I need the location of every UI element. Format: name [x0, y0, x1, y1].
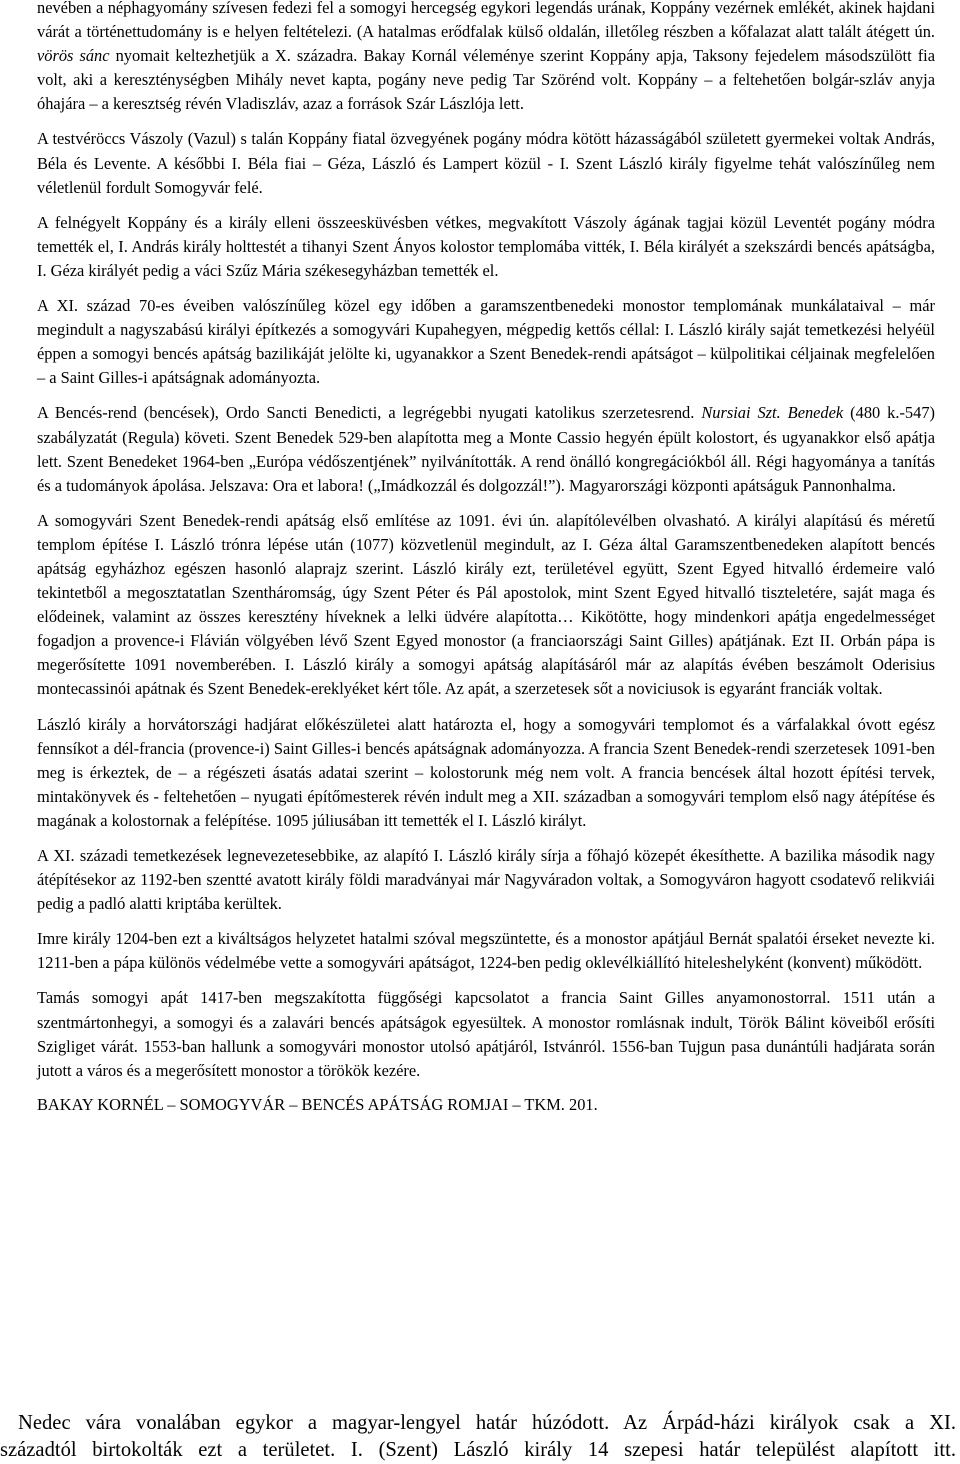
paragraph-text: Tamás somogyi apát 1417-ben megszakította függőségi kapcsolatot a francia Saint Gilles anyamonostorral. 1511 után a szentmártonhegyi, a somogyi és a zalavári bencés apátságok egyesültek. A monostor romlásnak indult, Török Bálint köveiből erősíti Szigliget várát. 1553-ban hallunk a somogyvári monostor utolsó apátjáról, Istvánról. 1556-ban Tujgun pasa dunántúli hadjárata során jutott a város és a megerősített monostor a törökök kezére. — [37, 988, 935, 1080]
paragraph-abbey-founding — [37, 509, 935, 702]
footer-line-2: századtól birtokolták ezt a területet. I. (Szent) László király 14 szepesi határ települést alapított itt. — [0, 1439, 956, 1461]
paragraph-benedictine-order — [37, 401, 935, 497]
paragraph-text: A testvéröccs Vászoly (Vazul) s talán Koppány fiatal özvegyének pogány módra kötött házasságából született gyermekei voltak András, Béla és Levente. A későbbi I. Béla fiai – Géza, László és Lampert közül - I. Szent László király figyelme tehát valószínűleg nem véletlenül fordult Somogyvár felé. — [37, 129, 935, 197]
paragraph-text: A felnégyelt Koppány és a király elleni összeesküvésben vétkes, megvakított Vászoly ágának tagjai közül Leventét pogány módra temették el, I. András király holttestét a tihanyi Szent Ányos kolostor templomába vitték, I. Béla királyét a szekszárdi bencés apátságba, I. Géza királyét pedig a váci Szűz Mária székesegyházban temették el. — [37, 212, 935, 280]
paragraph-text: nyomait keltezhetjük a X. századra. Bakay Kornál véleménye szerint Koppány apja, Taksony fejedelem másodszülött fia volt, aki a kereszténységben Mihály nevet kapta, pogány neve pedig Tar Szörénd volt. Koppány – a feltehetően bolgár-szláv anyja óhajára – a keresztség révén Vladiszláv, azaz a források Szár Lászlója lett. — [37, 46, 935, 114]
paragraph-decline — [37, 986, 935, 1082]
paragraph-text: László király a horvátországi hadjárat előkészületei alatt határozta el, hogy a somogyvári templomot és a várfalakkal óvott egész fennsíkot a dél-francia (provence-i) Saint Gilles-i bencés apátságnak adományozza. A francia Szent Benedek-rendi szerzetesek 1091-ben meg is érkeztek, de – a régészeti ásatás adatai szerint – kolostorunk még nem volt. A francia bencések által hozott építési tervek, mintakönyvek és - feltehetően – nyugati építőmesterek révén indult meg a XII. században a somogyvári templom első nagy átépítése és magának a kolostornak a felépítése. 1095 júliusában itt temették el I. László királyt. — [37, 714, 935, 830]
paragraph-text: (480 k.-547) szabályzatát (Regula) követi. Szent Benedek 529-ben alapította meg a Monte Cassio hegyén épült kolostort, és ugyanakkor első apátja lett. Szent Benedeket 1964-ben „Európa védőszentjének” nyilvánították. A rend önálló kongregációkból áll. Régi hagyománya a tanítás és a tudományok ápolása. Jelszava: Ora et labora! („Imádkozzál és dolgozzál!”). Magyarországi központi apátságuk Pannonhalma. — [37, 403, 935, 495]
paragraph-text: A Bencés-rend (bencések), Ordo Sancti Benedicti, a legrégebbi nyugati katolikus szerzetesrend. — [37, 403, 702, 423]
paragraph-text: nevében a néphagyomány szívesen fedezi fel a somogyi hercegség egykori legendás urának, Koppány vezérnek emlékét, akinek hajdani várát a történettudomány is e helyen feltételezi. (A hatalmas erődfalak külső oldalán, illetőleg részben a kőfalazat alatt talált átégett ún. — [37, 0, 935, 42]
paragraph-text: A somogyvári Szent Benedek-rendi apátság első említése az 1091. évi ún. alapítólevélben olvasható. A királyi alapítású és méretű templom építése I. László trónra lépése után (1077) közvetlenül megindult, az I. Géza által Garamszentbenedeken alapított bencés apátság egyházhoz egészen hasonló alaprajz szerint. László király ezt, területével együtt, Szent Egyed hitvalló érdemeire való tekintetből a megosztatatlan Szentháromság, úgy Szent Péter és Pál apostolok, mint Szent Egyed hitvalló tiszteletére, saját maga és elődeinek, valamint az összes keresztény híveknek a lelki üdvére alapította… Kikötötte, hogy mindenkori apátja engedelmességet fogadjon a provence-i Flávián völgyében lévő Szent Egyed monostor (a franciaországi Saint Gilles) apátjának. Ezt II. Orbán pápa is megerősítette 1091 novemberében. I. László király a somogyi apátság alapításáról már az alapítás évében beszámolt Oderisius montecassinói apátnak és Szent Benedek-ereklyéket kért tőle. Az apát, a szerzetesek sőt a noviciusok is egyaránt franciák voltak. — [37, 510, 935, 699]
paragraph-donation — [37, 713, 935, 833]
paragraph-burials — [37, 211, 935, 283]
source-citation: BAKAY KORNÉL – SOMOGYVÁR – BENCÉS APÁTSÁG ROMJAI – TKM. 201. — [37, 1094, 598, 1114]
paragraph-vaszoly — [37, 127, 935, 199]
paragraph-text: A XI. századi temetkezések legnevezetesebbike, az alapító I. László király sírja a főhajó közepét ékesíthette. A bazilika második nagy átépítésekor az 1192-ben szentté avatott király földi maradványai már Nagyváradon voltak, a Somogyváron hagyott csodatevő relikviái pedig a padló alatti kriptába kerültek. — [37, 846, 935, 914]
italic-term: vörös sánc — [37, 46, 110, 66]
document-body — [37, 0, 935, 1117]
paragraph-burial-site — [37, 844, 935, 916]
footer-line-1: Nedec vára vonalában egykor a magyar-lengyel határ húzódott. Az Árpád-házi királyok csak a XI. — [18, 1412, 956, 1434]
paragraph-construction — [37, 294, 935, 390]
paragraph-text: Imre király 1204-ben ezt a kiváltságos helyzetet hatalmi szóval megszüntette, és a monostor apátjául Bernát spalatói érseket nevezte ki. 1211-ben a pápa különös védelmébe vette a somogyvári apátságot, 1224-ben pedig oklevélkiállító hiteleshelyként (konvent) működött. — [37, 929, 935, 973]
paragraph-koppany — [37, 0, 935, 116]
footer-text — [0, 1410, 956, 1464]
paragraph-imre — [37, 927, 935, 975]
italic-term: Nursiai Szt. Benedek — [701, 403, 844, 423]
paragraph-text: A XI. század 70-es éveiben valószínűleg közel egy időben a garamszentbenedeki monostor templomának munkálataival – már megindult a nagyszabású királyi építkezés a somogyvári Kupahegyen, mégpedig kettős céllal: I. László király saját temetkezési helyéül éppen a somogyi bencés apátság bazilikáját jelölte ki, ugyanakkor a Szent Benedek-rendi apátságot – külpolitikai céljainak megfelelően – a Saint Gilles-i apátságnak adományozta. — [37, 296, 935, 388]
